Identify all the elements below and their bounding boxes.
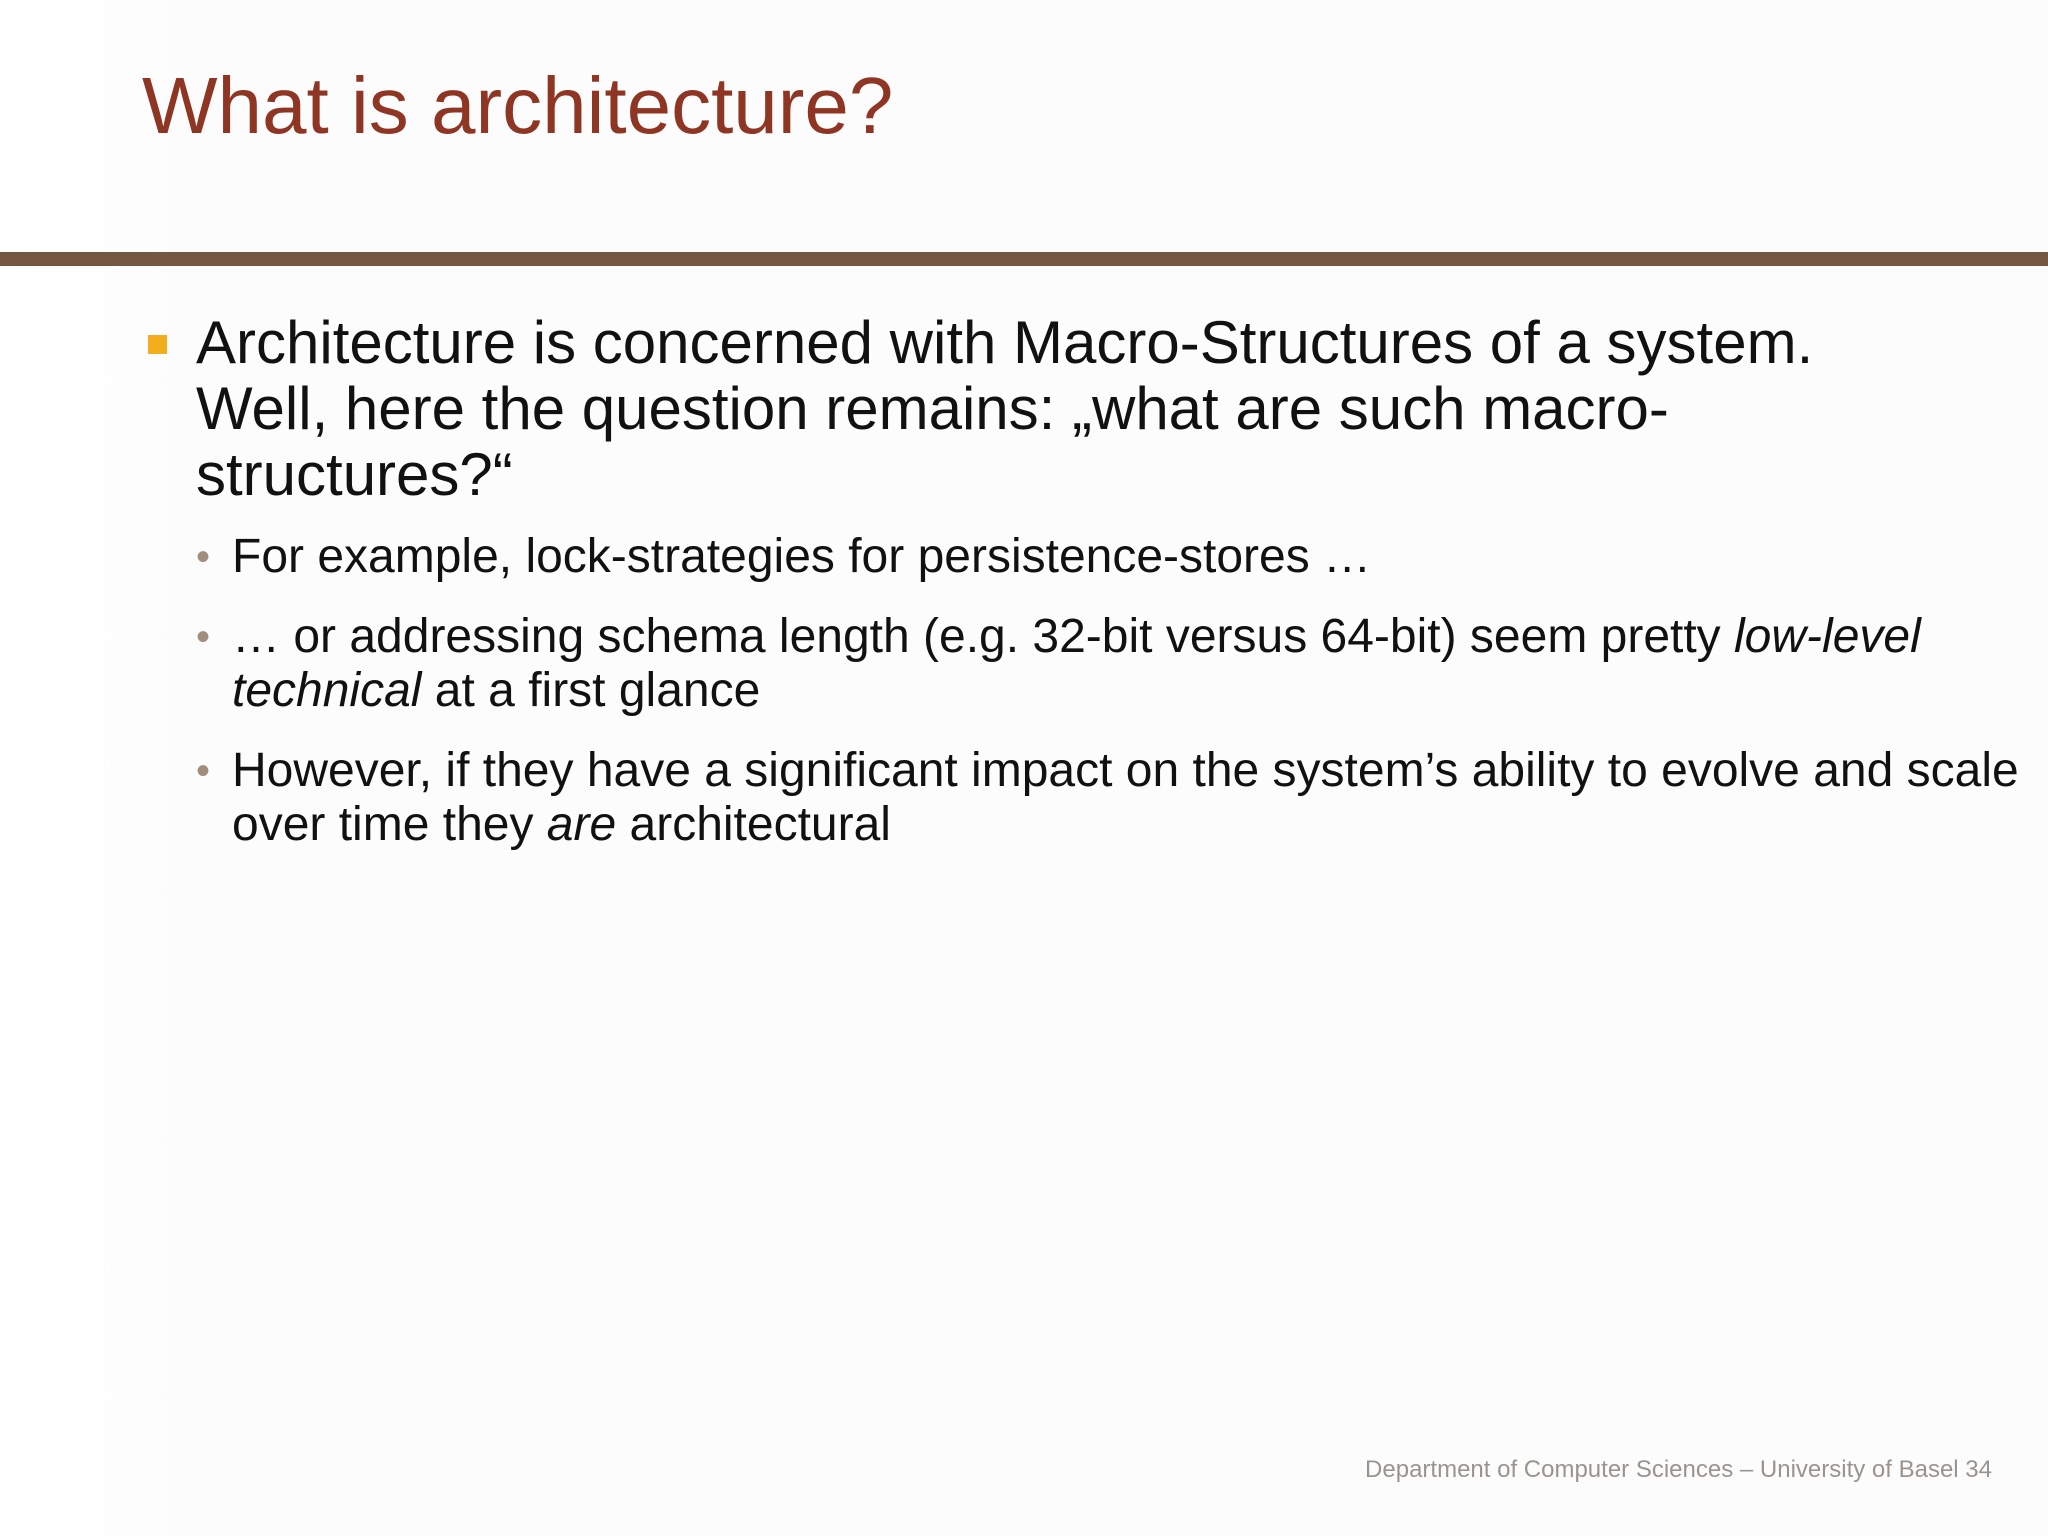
dot-bullet-icon: •: [196, 615, 211, 659]
sub-bullet-text: However, if they have a significant impact on the system’s ability to evolve and scale over time they: [232, 744, 2019, 851]
slide-content: [0, 310, 2048, 878]
sub-bullet-text-end: at a first glance: [421, 664, 761, 717]
dot-bullet-icon: •: [196, 535, 211, 579]
sub-bullet-text: For example, lock-strategies for persistence-stores …: [232, 530, 1372, 583]
slide-footer: Department of Computer Sciences – University of Basel 34: [1365, 1456, 1992, 1483]
title-divider: [0, 252, 2048, 266]
main-bullet-text: Architecture is concerned with Macro-Structures of a system. Well, here the question remains: „what are such macro-structures?“: [196, 309, 1814, 508]
sub-bullet-emphasis: low-level technical: [232, 610, 1921, 717]
square-bullet-icon: [148, 335, 167, 354]
sub-bullet-list: [0, 530, 2048, 852]
sub-bullet-text-end: architectural: [616, 798, 891, 851]
sub-bullet: [196, 744, 2022, 852]
sub-bullet: [196, 530, 2022, 584]
slide-title: What is architecture?: [142, 61, 894, 150]
sub-bullet: [196, 610, 2022, 718]
dot-bullet-icon: •: [196, 749, 211, 793]
sub-bullet-text: … or addressing schema length (e.g. 32-bit versus 64-bit) seem pretty: [232, 610, 1735, 663]
main-bullet: [196, 310, 1956, 508]
sub-bullet-emphasis: are: [546, 798, 617, 851]
